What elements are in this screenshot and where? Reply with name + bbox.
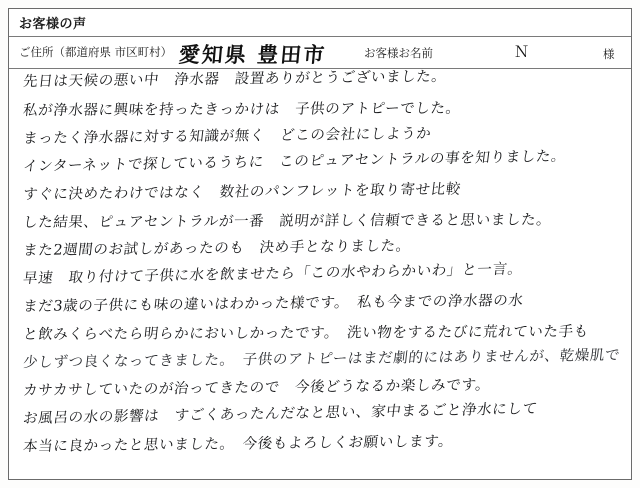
body-line: まだ3歳の子供にも味の違いはわかった様です。 私も今までの浄水器の水 xyxy=(22,292,525,315)
body-line: また2週間のお試しがあったのも 決め手となりました。 xyxy=(22,238,412,259)
body-line: カサカサしていたのが治ってきたので 今後どうなるか楽しみです。 xyxy=(22,377,492,399)
body-line: お風呂の水の影響は すごくあったんだなと思い、家中まるごと浄水にして xyxy=(22,401,539,427)
body-line: と飲みくらべたら明らかにおいしかったです。 洗い物をするたびに荒れていた手も xyxy=(22,324,590,343)
customer-info-row xyxy=(9,37,631,69)
body-line: まったく浄水器に対する知識が無く どこの会社にしようか xyxy=(22,126,433,147)
address-label: ご住所（都道府県 市区町村） xyxy=(19,45,173,59)
body-line: 先日は天候の悪い中 浄水器 設置ありがとうございました。 xyxy=(22,69,448,90)
questionnaire-sheet xyxy=(8,8,632,480)
body-line: インターネットで探しているうちに このピュアセントラルの事を知りました。 xyxy=(22,148,568,175)
customer-name-label: お客様お名前 xyxy=(364,46,433,60)
body-line: 早速 取り付けて子供に水を飲ませたら「この水やわらかいわ」と一言。 xyxy=(22,261,524,287)
body-line: した結果、ピュアセントラルが一番 説明が詳しく信頼できると思いました。 xyxy=(22,212,553,231)
document-title-bar xyxy=(9,9,631,37)
body-line: 私が浄水器に興味を持ったきっかけは 子供のアトピーでした。 xyxy=(22,100,462,119)
customer-name-value: Ｎ xyxy=(514,43,530,61)
body-line: 本当に良かったと思いました。 今後もよろしくお願いします。 xyxy=(22,433,455,455)
customer-name-honorific: 様 xyxy=(603,47,615,61)
handwritten-body xyxy=(9,69,631,479)
body-line: すぐに決めたわけではなく 数社のパンフレットを取り寄せ比較 xyxy=(22,181,462,203)
address-value: 愛知県 豊田市 xyxy=(177,42,328,67)
page-title: お客様の声 xyxy=(19,17,87,32)
body-line: 少しずつ良くなってきました。 子供のアトピーはまだ劇的にはありませんが、乾燥肌で xyxy=(22,347,621,371)
